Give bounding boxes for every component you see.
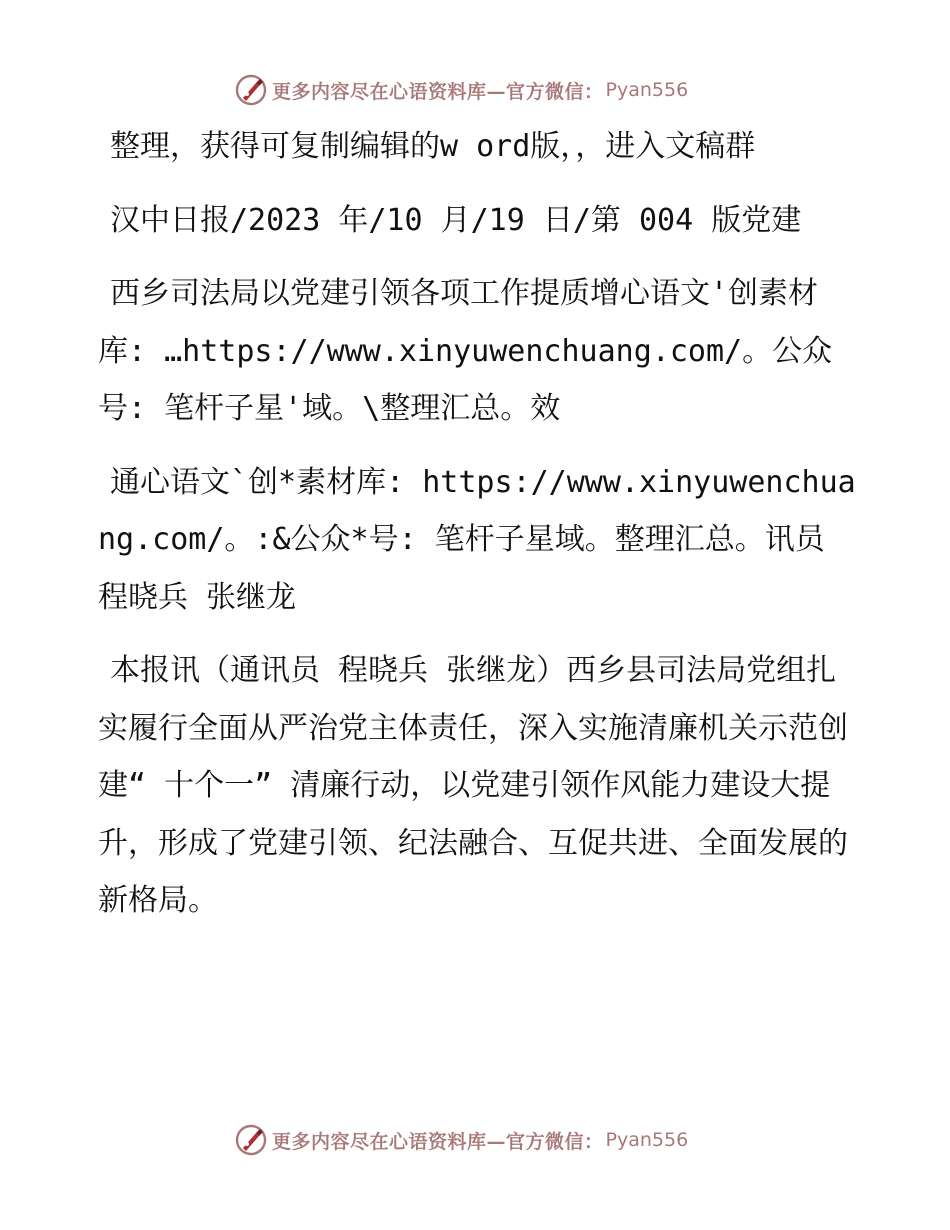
pen-circle-logo-icon <box>234 1123 268 1157</box>
paragraph-body: 本报讯（通讯员 程晓兵 张继龙）西乡县司法局党组扎实履行全面从严治党主体责任，深入实施清廉机关示范创建“ 十个一” 清廉行动，以党建引领作风能力建设大提升，形成了党建引领、纪法融合、互促共进、全面发展的新格局。 <box>98 653 848 918</box>
watermark-text: 更多内容尽在心语资料库—官方微信： <box>272 80 604 103</box>
paragraph-intro: 整理，获得可复制编辑的w ord版，，进入文稿群 <box>110 129 756 164</box>
paragraph-headline: 西乡司法局以党建引领各项工作提质增心语文'创素材库: …https://www.xinyuwenchuang.com/。公众号: 笔杆子星'域。\整理汇总。效 <box>98 276 833 426</box>
watermark-text: 更多内容尽在心语资料库—官方微信： <box>272 1130 604 1153</box>
pen-circle-logo-icon <box>234 73 268 107</box>
document-body <box>98 118 858 946</box>
watermark-id: Pyan556 <box>605 79 689 101</box>
footer-watermark <box>234 1120 714 1160</box>
watermark-id: Pyan556 <box>605 1129 689 1151</box>
header-watermark <box>234 70 714 110</box>
paragraph-byline: 通心语文`创*素材库: https://www.xinyuwenchuang.com/。:&公众*号: 笔杆子星域。整理汇总。讯员 程晓兵 张继龙 <box>98 464 856 615</box>
paragraph-source: 汉中日报/2023 年/10 月/19 日/第 004 版党建 <box>110 202 802 238</box>
